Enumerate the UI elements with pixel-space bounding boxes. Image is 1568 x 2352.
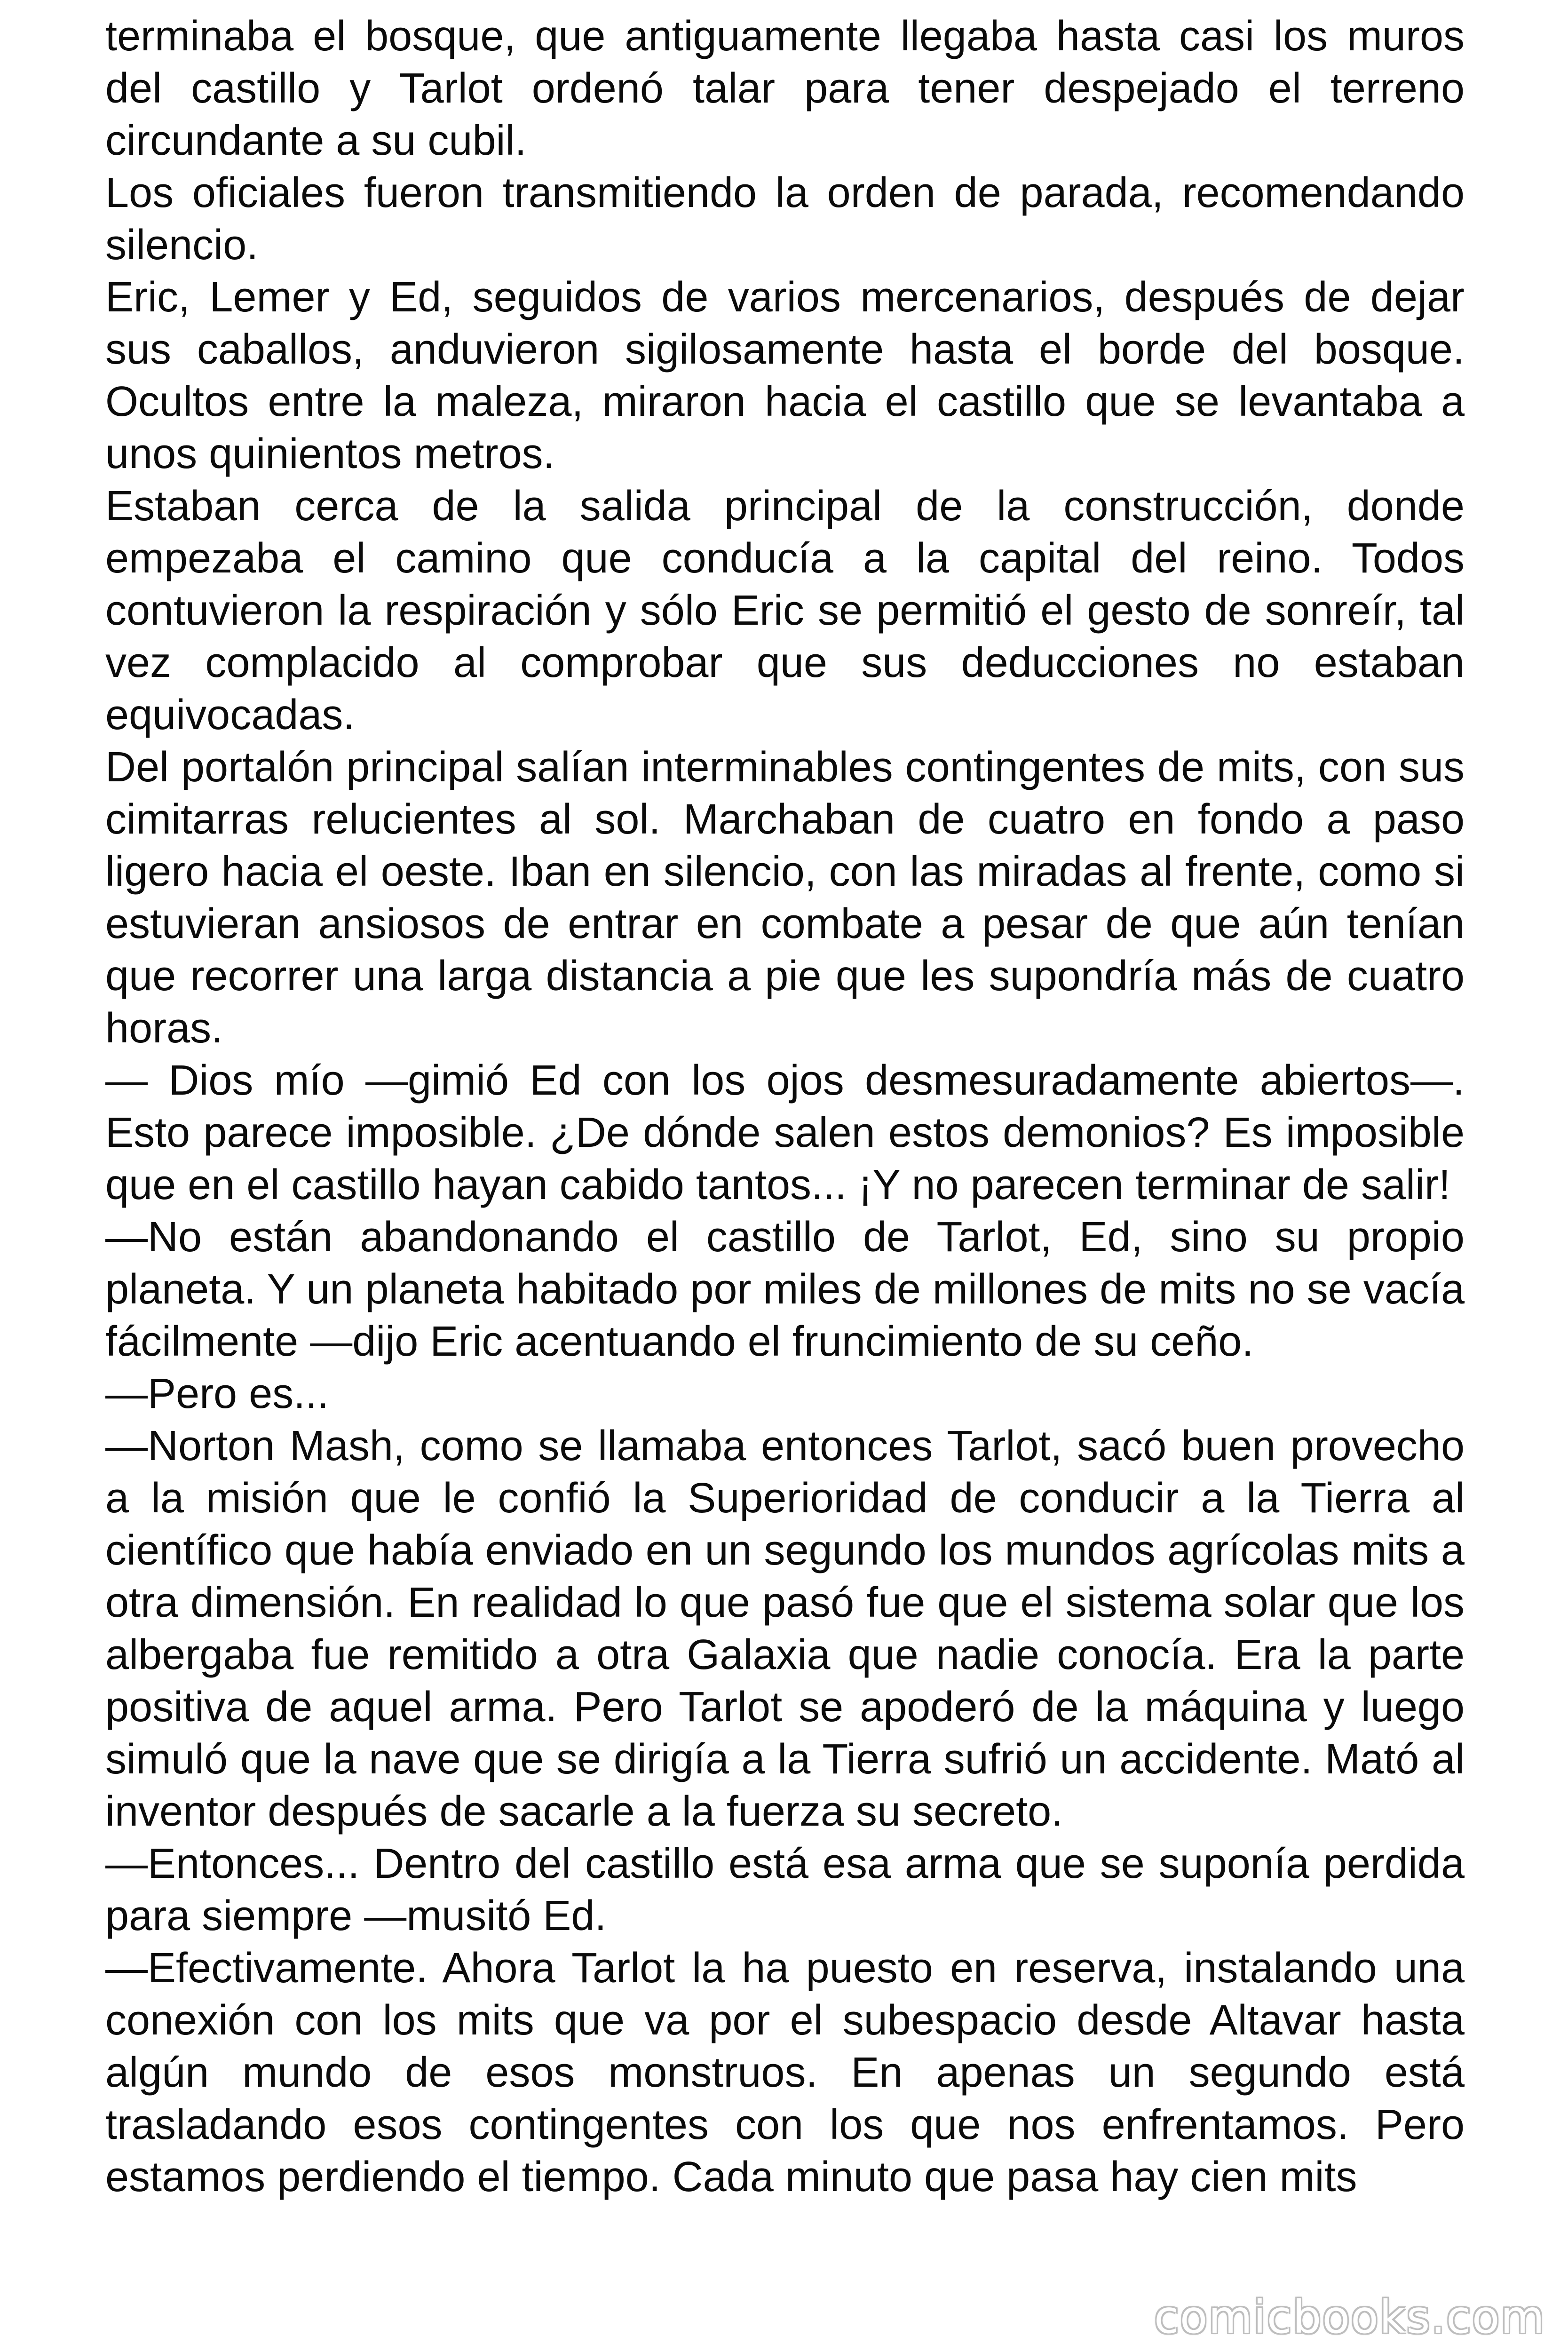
watermark-logo: comicbooks.com [1154,2291,1545,2344]
document-page [105,10,1465,2203]
paragraph-1: terminaba el bosque, que antiguamente llegaba hasta casi los muros del castillo y Tarlot ordenó talar para tener despejado el terreno circundante a su cubil. [105,13,1465,164]
paragraph-9: —Norton Mash, como se llamaba entonces Tarlot, sacó buen provecho a la misión que le confió la Superioridad de conducir a la Tierra al científico que había enviado en un segundo los mundos agrícolas mits a otra dimensión. En realidad lo que pasó fue que el sistema solar que los albergaba fue remitido a otra Galaxia que nadie conocía. Era la parte positiva de aquel arma. Pero Tarlot se apoderó de la máquina y luego simuló que la nave que se dirigía a la Tierra sufrió un accidente. Mató al inventor después de sacarle a la fuerza su secreto. [105,1422,1465,1835]
paragraph-11: —Efectivamente. Ahora Tarlot la ha puesto en reserva, instalando una conexión con los mits que va por el subespacio desde Altavar hasta algún mundo de esos monstruos. En apenas un segundo está trasladando esos contingentes con los que nos enfrentamos. Pero estamos perdiendo el tiempo. Cada minuto que pasa hay cien mits [105,1945,1465,2201]
paragraph-2: Los oficiales fueron transmitiendo la orden de parada, recomendando silencio. [105,169,1465,269]
paragraph-3: Eric, Lemer y Ed, seguidos de varios mercenarios, después de dejar sus caballos, anduvieron sigilosamente hasta el borde del bosque. Ocultos entre la maleza, miraron hacia el castillo que se levantaba a unos quinientos metros. [105,274,1465,477]
paragraph-4: Estaban cerca de la salida principal de la construcción, donde empezaba el camino que conducía a la capital del reino. Todos contuvieron la respiración y sólo Eric se permitió el gesto de sonreír, tal vez complacido al comprobar que sus deducciones no estaban equivocadas. [105,483,1465,739]
paragraph-10: —Entonces... Dentro del castillo está esa arma que se suponía perdida para siempre —musitó Ed. [105,1840,1465,1939]
paragraph-7: —No están abandonando el castillo de Tarlot, Ed, sino su propio planeta. Y un planeta habitado por miles de millones de mits no se vacía fácilmente —dijo Eric acentuando el fruncimiento de su ceño. [105,1214,1465,1365]
paragraph-8: —Pero es... [105,1370,329,1417]
paragraph-6: — Dios mío —gimió Ed con los ojos desmesuradamente abiertos—. Esto parece imposible. ¿De dónde salen estos demonios? Es imposible que en el castillo hayan cabido tantos... ¡Y no parecen terminar de salir! [105,1057,1465,1208]
paragraph-5: Del portalón principal salían interminables contingentes de mits, con sus cimitarras relucientes al sol. Marchaban de cuatro en fondo a paso ligero hacia el oeste. Iban en silencio, con las miradas al frente, como si estuvieran ansiosos de entrar en combate a pesar de que aún tenían que recorrer una larga distancia a pie que les supondría más de cuatro horas. [105,744,1465,1052]
